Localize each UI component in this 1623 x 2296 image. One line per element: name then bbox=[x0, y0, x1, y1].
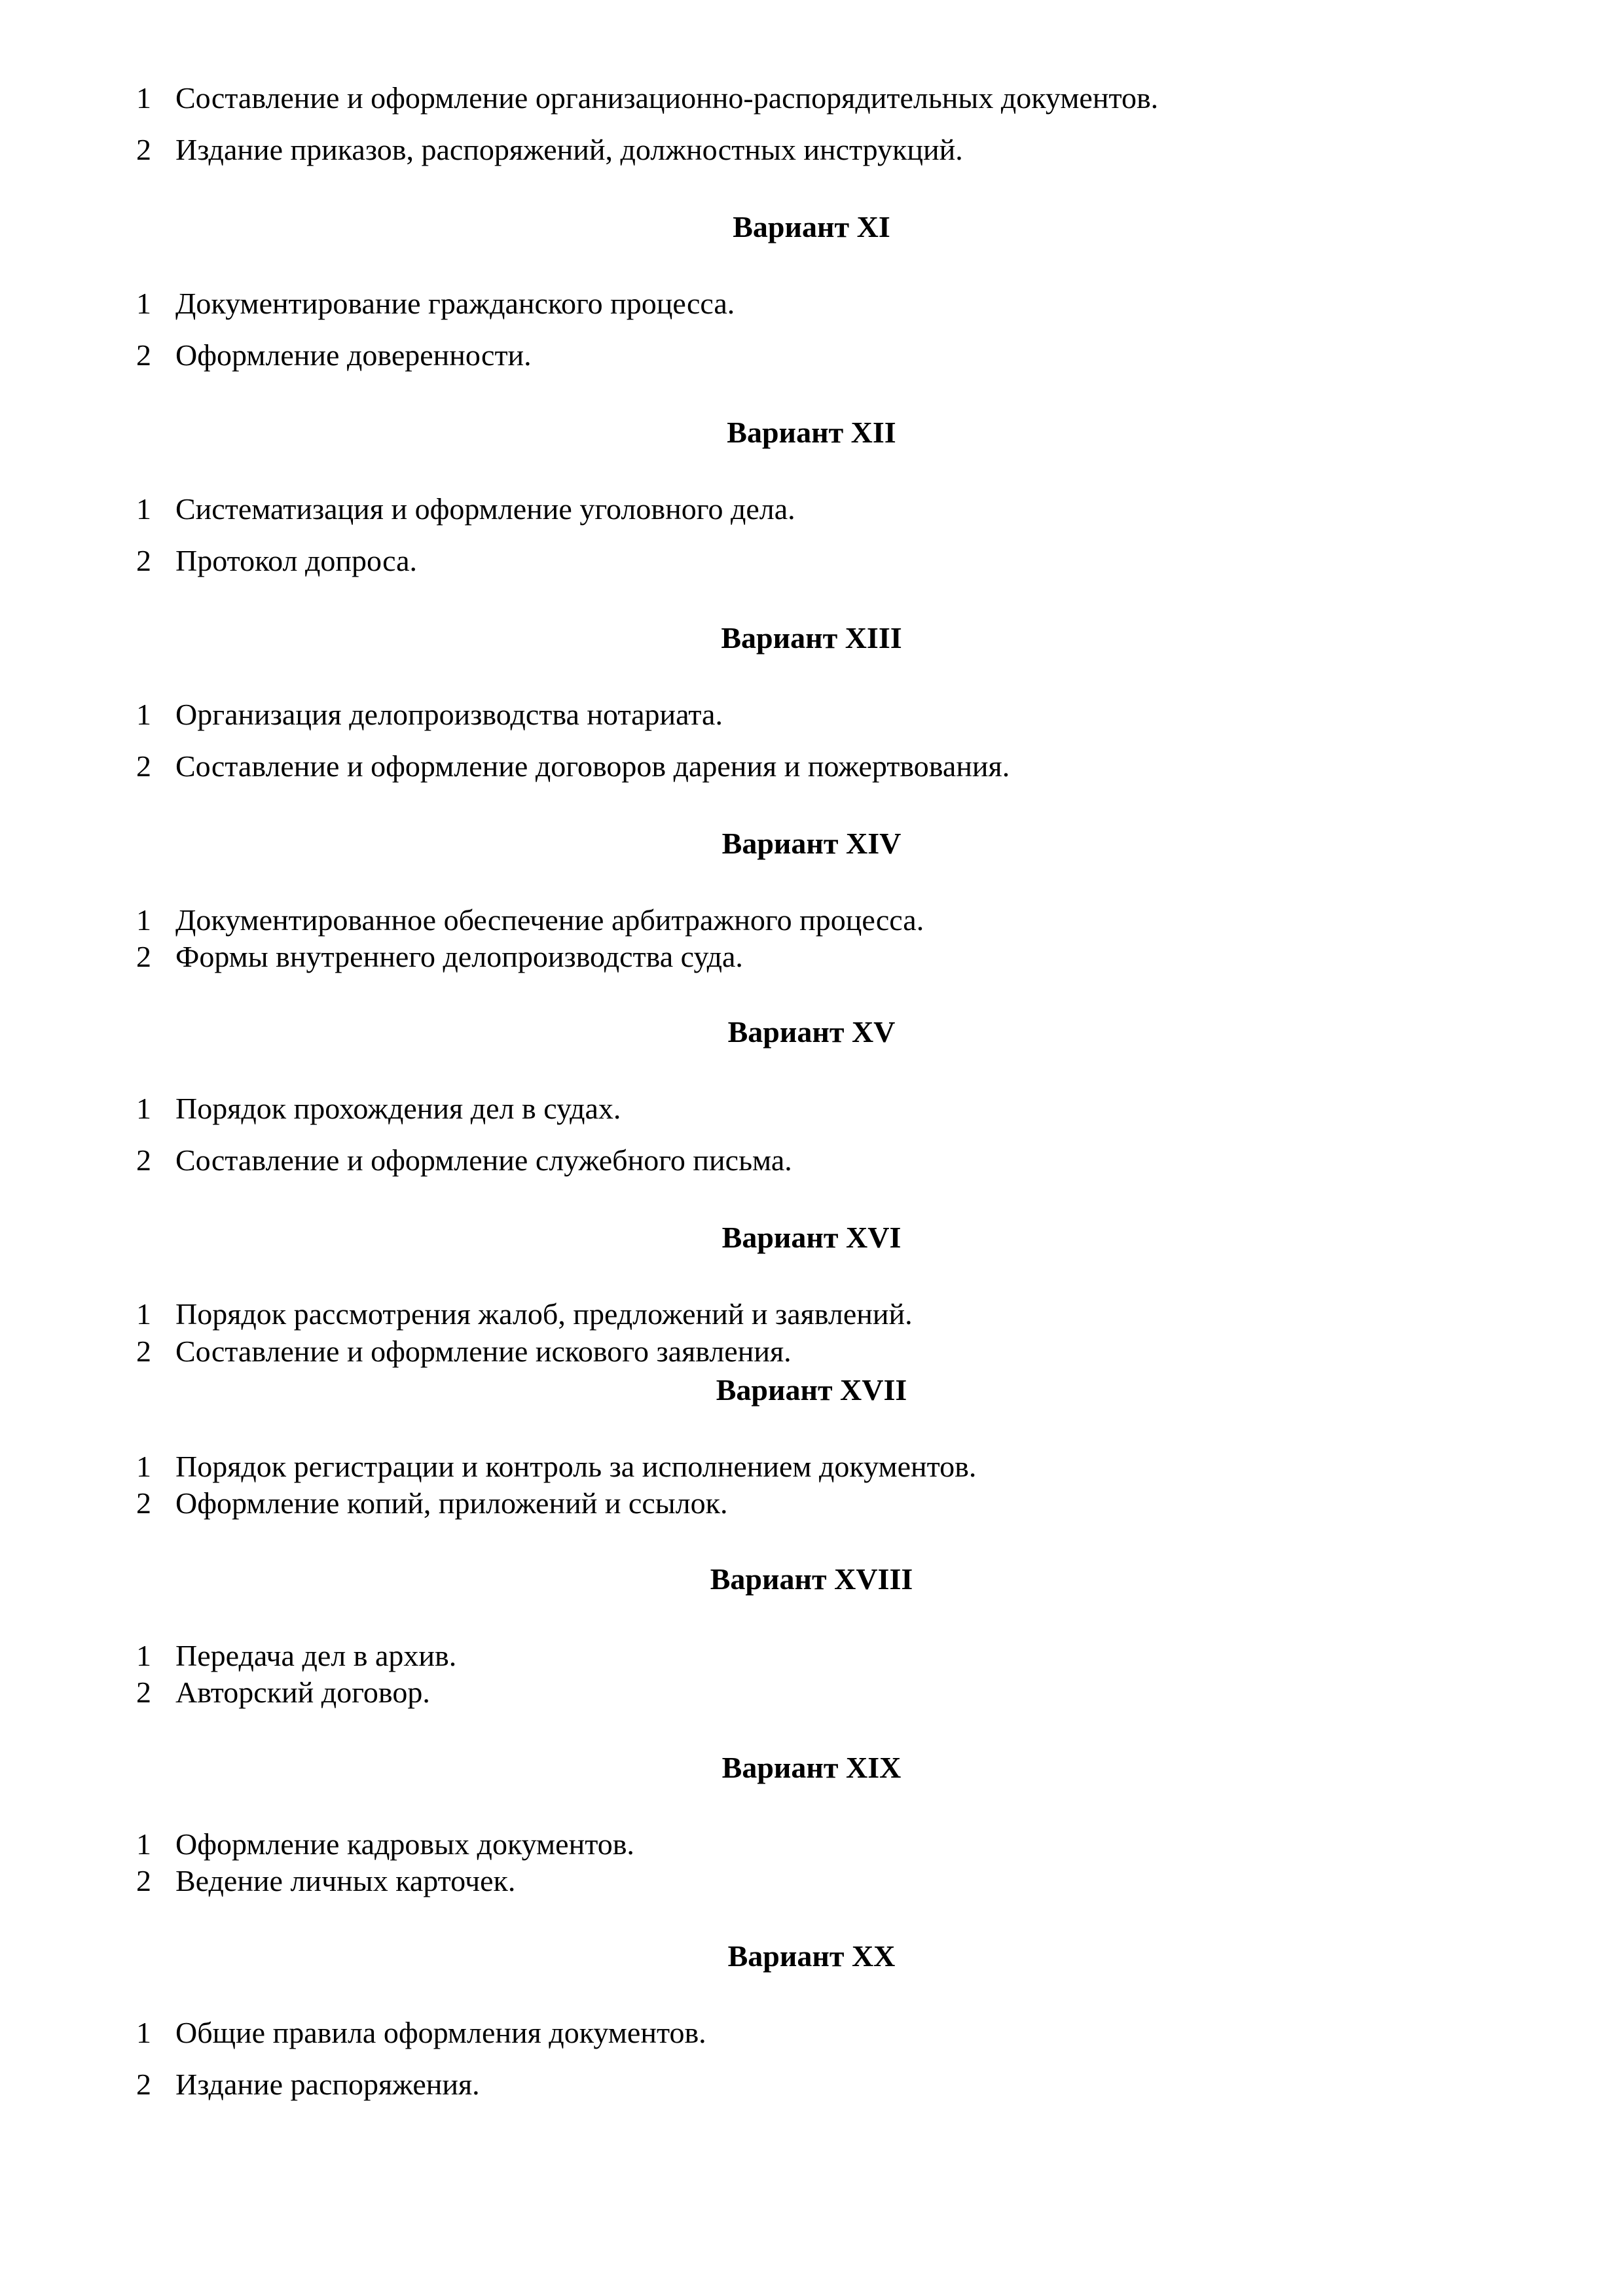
item-number: 2 bbox=[136, 940, 151, 973]
item-number: 1 bbox=[136, 1092, 151, 1125]
item-text: Порядок регистрации и контроль за исполнением документов. bbox=[175, 1450, 977, 1483]
item-text: Издание распоряжения. bbox=[175, 2068, 480, 2101]
item-number: 1 bbox=[136, 1827, 151, 1861]
item-number: 1 bbox=[136, 698, 151, 731]
variant-heading: Вариант XVII bbox=[716, 1373, 907, 1407]
variant-heading: Вариант XVIII bbox=[710, 1562, 913, 1596]
variant-heading: Вариант XIV bbox=[721, 827, 902, 860]
item-text: Протокол допроса. bbox=[175, 544, 418, 577]
item-number: 1 bbox=[136, 1639, 151, 1672]
item-number: 1 bbox=[136, 2016, 151, 2049]
item-number: 1 bbox=[136, 81, 151, 115]
item-number: 1 bbox=[136, 1297, 151, 1331]
item-number: 1 bbox=[136, 287, 151, 320]
item-number: 2 bbox=[136, 2068, 151, 2101]
item-text: Передача дел в архив. bbox=[175, 1639, 457, 1672]
item-number: 2 bbox=[136, 1864, 151, 1897]
item-number: 1 bbox=[136, 903, 151, 937]
variant-heading: Вариант XI bbox=[733, 210, 890, 243]
item-number: 1 bbox=[136, 492, 151, 526]
item-text: Оформление копий, приложений и ссылок. bbox=[175, 1486, 728, 1520]
item-number: 1 bbox=[136, 1450, 151, 1483]
item-text: Составление и оформление договоров дарения и пожертвования. bbox=[175, 749, 1010, 783]
variant-heading: Вариант XIX bbox=[721, 1751, 902, 1784]
item-text: Составление и оформление организационно-распорядительных документов. bbox=[175, 81, 1159, 115]
item-text: Порядок прохождения дел в судах. bbox=[175, 1092, 621, 1125]
variant-heading: Вариант XV bbox=[727, 1015, 896, 1049]
item-text: Издание приказов, распоряжений, должностных инструкций. bbox=[175, 133, 963, 166]
item-number: 2 bbox=[136, 544, 151, 577]
item-text: Авторский договор. bbox=[175, 1676, 430, 1709]
item-number: 2 bbox=[136, 1143, 151, 1177]
item-number: 2 bbox=[136, 1486, 151, 1520]
item-number: 2 bbox=[136, 1335, 151, 1368]
variant-heading: Вариант XII bbox=[727, 416, 896, 449]
item-number: 2 bbox=[136, 133, 151, 166]
item-text: Составление и оформление искового заявления. bbox=[175, 1335, 792, 1368]
item-text: Порядок рассмотрения жалоб, предложений и заявлений. bbox=[175, 1297, 913, 1331]
variant-heading: Вариант XX bbox=[727, 1939, 896, 1973]
item-text: Оформление доверенности. bbox=[175, 338, 532, 372]
item-text: Документирование гражданского процесса. bbox=[175, 287, 735, 320]
item-text: Общие правила оформления документов. bbox=[175, 2016, 706, 2049]
item-text: Документированное обеспечение арбитражного процесса. bbox=[175, 903, 924, 937]
variant-heading: Вариант XIII bbox=[721, 621, 902, 655]
item-text: Систематизация и оформление уголовного дела. bbox=[175, 492, 795, 526]
variant-heading: Вариант XVI bbox=[721, 1221, 902, 1254]
item-number: 2 bbox=[136, 749, 151, 783]
item-text: Формы внутреннего делопроизводства суда. bbox=[175, 940, 743, 973]
item-number: 2 bbox=[136, 338, 151, 372]
item-text: Ведение личных карточек. bbox=[175, 1864, 516, 1897]
item-number: 2 bbox=[136, 1676, 151, 1709]
item-text: Составление и оформление служебного письма. bbox=[175, 1143, 792, 1177]
item-text: Оформление кадровых документов. bbox=[175, 1827, 634, 1861]
item-text: Организация делопроизводства нотариата. bbox=[175, 698, 723, 731]
